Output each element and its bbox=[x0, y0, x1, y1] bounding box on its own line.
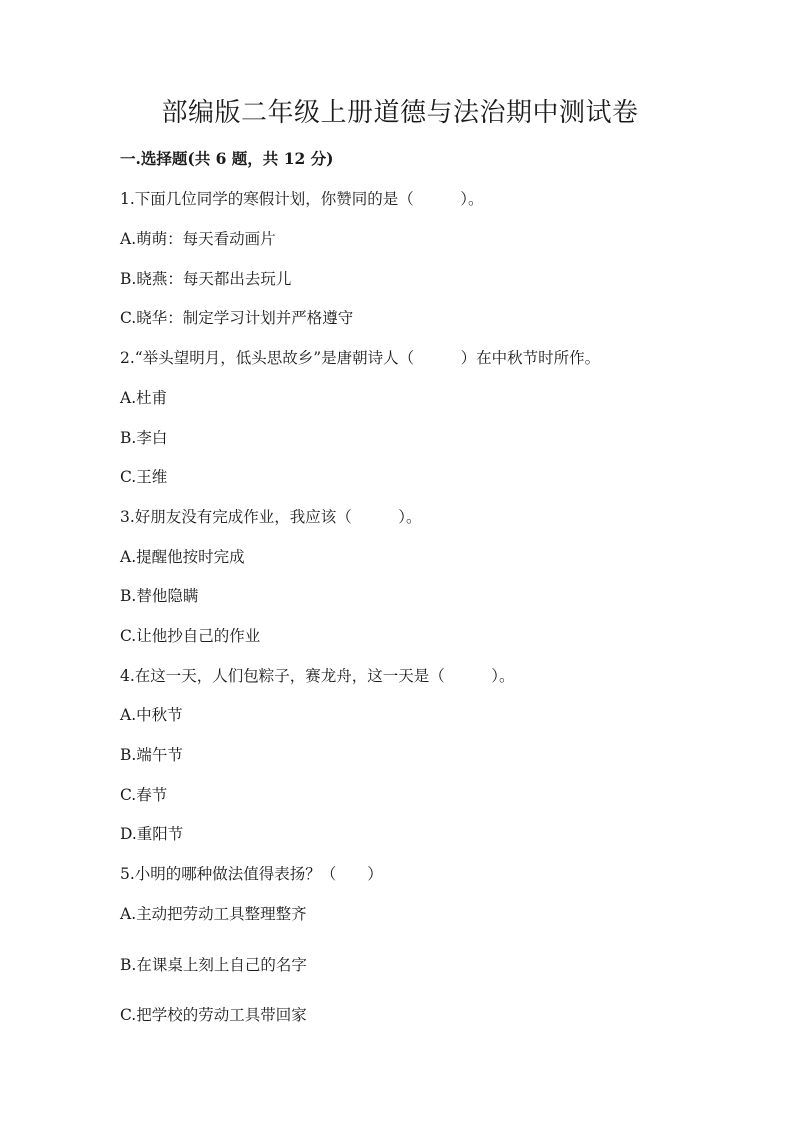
question-stem: 4.在这一天，人们包粽子，赛龙舟，这一天是（ ）。 bbox=[120, 667, 515, 685]
question-option: A.杜甫 bbox=[120, 389, 168, 407]
question-option: A.中秋节 bbox=[120, 706, 183, 724]
question-stem: 2.“举头望明月，低头思故乡”是唐朝诗人（ ）在中秋节时所作。 bbox=[120, 349, 601, 367]
question-option: C.王维 bbox=[120, 468, 168, 486]
question-option: C.晓华：制定学习计划并严格遵守 bbox=[120, 309, 354, 327]
question-option: A.主动把劳动工具整理整齐 bbox=[120, 905, 307, 923]
question-stem: 5.小明的哪种做法值得表扬？（ ） bbox=[120, 865, 383, 883]
question-option: B.李白 bbox=[120, 429, 168, 447]
question-option: B.晓燕：每天都出去玩儿 bbox=[120, 270, 292, 288]
question-stem: 3.好朋友没有完成作业，我应该（ ）。 bbox=[120, 508, 422, 526]
question-option: C.把学校的劳动工具带回家 bbox=[120, 1006, 307, 1024]
question-option: A.萌萌：每天看动画片 bbox=[120, 230, 276, 248]
question-option: D.重阳节 bbox=[120, 825, 184, 843]
question-stem: 1.下面几位同学的寒假计划，你赞同的是（ ）。 bbox=[120, 190, 484, 208]
question-option: B.端午节 bbox=[120, 746, 183, 764]
question-option: B.替他隐瞒 bbox=[120, 587, 199, 605]
question-option: B.在课桌上刻上自己的名字 bbox=[120, 956, 307, 974]
question-option: C.春节 bbox=[120, 786, 168, 804]
question-option: C.让他抄自己的作业 bbox=[120, 627, 261, 645]
page-title: 部编版二年级上册道德与法治期中测试卷 bbox=[161, 98, 639, 128]
question-option: A.提醒他按时完成 bbox=[120, 548, 245, 566]
section-heading: 一.选择题(共 6 题，共 12 分) bbox=[120, 149, 334, 168]
